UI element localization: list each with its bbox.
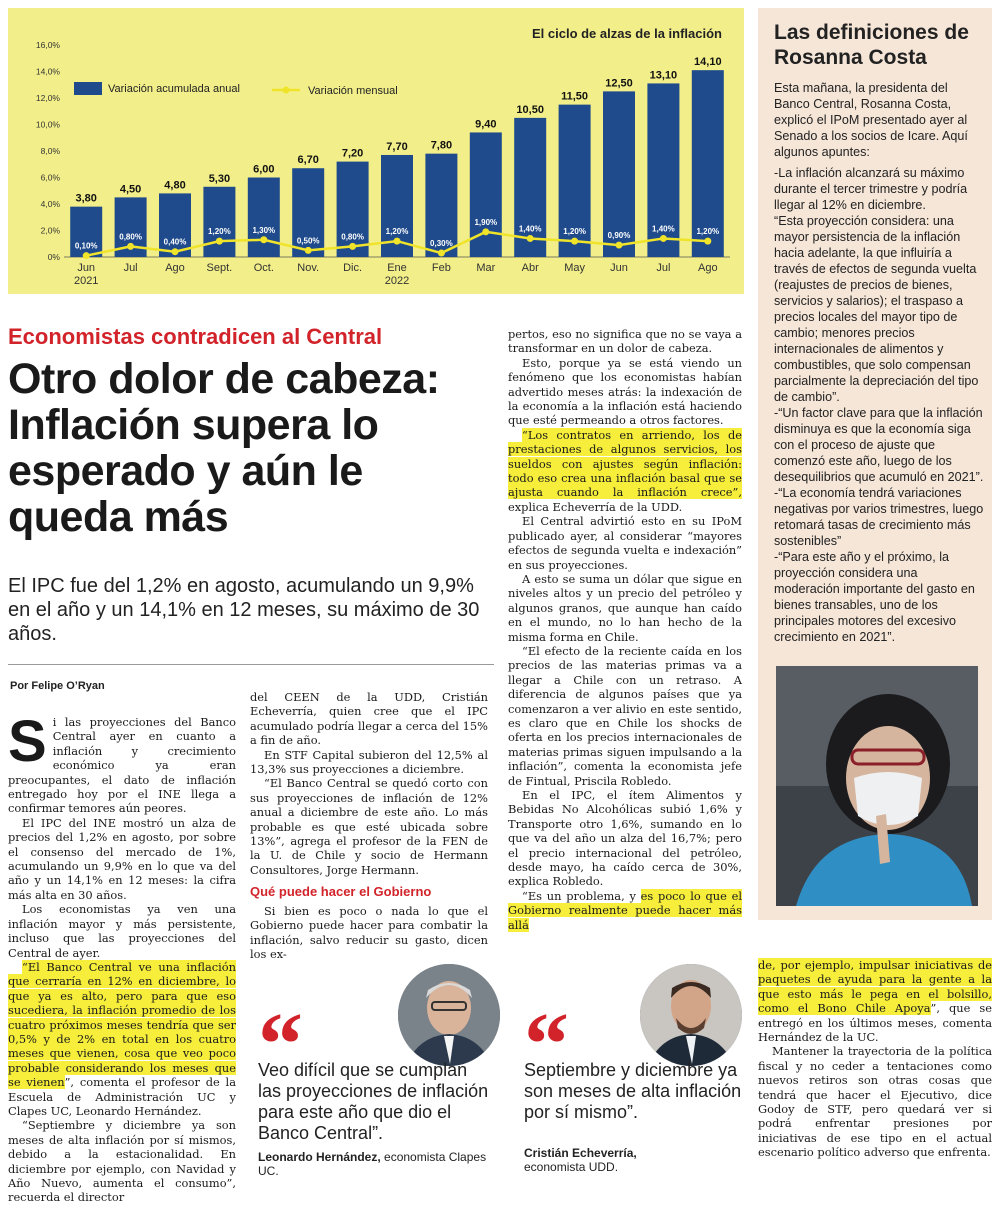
body-column-1 [8,709,236,1205]
portrait-photo [776,666,978,906]
x-tick-label: Dic. [343,262,363,274]
highlighted-quote: de, por ejemplo, impulsar iniciativas de paquetes de ayuda para la gente a la que esto más le pega en el bolsillo, como el Bono Chile Apoya [758,958,992,1016]
y-tick-label: 16,0% [35,40,60,50]
portrait-photo [398,964,500,1066]
line-value-label: 1,30% [252,225,276,235]
bar-value-label: 4,50 [119,183,142,196]
highlighted-quote: es poco lo que el Gobierno realmente puede hacer más allá [508,888,742,932]
sidebar-items [774,165,986,645]
legend-label: Variación acumulada anual [108,83,240,95]
x-tick-label: Jun [77,262,96,274]
x-tick-label: Oct. [253,262,274,274]
line-value-label: 0,50% [296,236,320,246]
bar-value-label: 6,70 [297,154,319,167]
inflation-chart [8,8,744,294]
legend-label: Variación mensual [308,85,398,97]
line-value-label: 0,80% [119,232,142,242]
line-value-label: 1,20% [385,227,409,237]
quote-name: Leonardo Hernández, [258,1150,381,1164]
body-paragraph: Si bien es poco o nada lo que el Gobierno puede hacer para combatir la inflación, salvo reducir su gasto, dicen los ex- [250,903,488,961]
line-point [660,235,667,242]
line-point [305,247,312,254]
y-tick-label: 0% [47,252,60,262]
line-value-label: 1,20% [208,227,231,237]
line-point [216,238,223,245]
byline: Por Felipe O’Ryan [10,680,105,692]
pull-quote: Veo difícil que se cumplan las proyecciones de inflación para este año que dio el Banco Central”. [258,1060,489,1143]
sidebar-item: “Esta proyección considera: una mayor persistencia de la inflación hacia adelante, la que influiría a través de efectos de segunda vuelta (reajustes de precios de bienes, servicios y salarios); el traspaso a precios locales del mayor tipo de cambio; menores precios internacionales de alimentos y combustibles, que solo compensan parcialmente la depreciación del tipo de cambio”. [774,214,979,404]
x-tick-label: Feb [431,262,451,274]
body-paragraph: “El Banco Central se quedó corto con sus proyecciones de inflación de 12% anual a diciembre de este año. Lo más probable es que esté ubicada sobre 13%”, agrega el profesor de la FEN de la U. de Chile y socio de Hermann Consultores, Jorge Hermann. [250,776,488,877]
y-tick-label: 14,0% [35,66,60,77]
line-point [83,252,90,259]
line-value-label: 1,40% [652,224,675,234]
inflation-chart-panel [8,8,744,294]
bar-value-label: 10,50 [516,103,544,116]
pull-quote: Septiembre y diciembre ya son meses de alta inflación por sí mismo”. [524,1060,742,1122]
line-value-label: 1,90% [474,217,498,227]
sidebar-box [758,8,992,920]
body-paragraph: Mantener la trayectoria de la política fiscal y no ceder a tentaciones como nuevos retiros son otras cosas que tendrá que hacer el Ejecutivo, dice Godoy de STF, pero quedará ver si podrá enfrentar presiones por iniciativas de ese tipo en el actual escenario político adverso que enfrenta. [758,1044,992,1160]
line-point [394,238,401,245]
sidebar-title: Las definiciones de Rosanna Costa [774,21,969,69]
line-point [482,228,489,235]
line-value-label: 0,30% [430,239,453,249]
body-paragraph: “Septiembre y diciembre ya son meses de alta inflación por sí mismos, debido a la estacionalidad. En diciembre por ejemplo, con Navidad y Año Nuevo, aumenta el consumo”, recuerda el director [8,1118,236,1205]
y-tick-label: 2,0% [40,225,60,236]
line-point [260,236,267,243]
body-paragraph: En el IPC, el ítem Alimentos y Bebidas No Alcohólicas subió 1,6% y Transporte otro 1,6%, sumando en lo que va del año un alza del 16,7%; pero el precio internacional del petróleo, desde mayo, ha caído cerca de 30%, explica Robledo. [508,788,742,889]
y-tick-label: 10,0% [35,119,60,130]
chart-bar [203,187,235,257]
bar-value-label: 11,50 [561,90,589,103]
legend-swatch-marker [283,87,290,94]
x-tick-label: Jul [123,262,138,274]
highlighted-quote: “El Banco Central ve una inflación que cerraría en 12% en diciembre, lo que ya es alto, pero para que eso sucediera, la inflación promedio de los cuatro próximos meses tendría que ser 0,5% y de 2% en total en los cuatro meses que vienen, cosa que veo poco probable considerando los meses que se vienen [8,959,236,1090]
body-column-4 [758,958,992,1160]
line-value-label: 0,40% [163,237,187,247]
body-column-2 [250,690,488,961]
line-point [704,238,711,245]
x-tick-label: Ago [698,262,718,274]
y-tick-label: 6,0% [40,172,60,183]
bar-value-label: 7,80 [430,139,453,152]
x-tick-label: Jun [610,262,628,274]
body-paragraph: i las proyecciones del Banco Central ayer en cuanto a inflación y crecimiento económico ya eran preocupantes, el dato de inflación entregado hoy por el INE llega a confirmar temores aún peores. [8,715,236,816]
body-paragraph: Los economistas ya ven una inflación mayor y más persistente, incluso que las proyecciones del Central de ayer. [8,902,236,960]
line-point [172,248,179,255]
x-tick-label: 2022 [384,275,410,287]
line-point [127,243,134,250]
bar-value-label: 9,40 [475,118,497,131]
quote-mark: “ [258,995,303,1094]
line-value-label: 1,20% [696,227,720,237]
x-tick-label: Abr [521,262,539,274]
body-paragraph: del CEEN de la UDD, Cristián Echeverría, quien cree que el IPC acumulado podría llegar a cerca del 15% a fin de año. [250,690,488,748]
x-tick-label: Ene [387,262,407,274]
chart-bar [159,193,191,257]
body-paragraph: pertos, eso no significa que no se vaya a transformar en un dolor de cabeza. [508,327,742,356]
x-tick-label: Ago [165,262,185,274]
bar-value-label: 12,50 [605,77,633,90]
bar-value-label: 5,30 [208,172,231,185]
chart-title: El ciclo de alzas de la inflación [531,26,722,41]
headline: Otro dolor de cabeza: Inflación supera lo esperado y aún le queda más [8,355,440,541]
quote-name: Cristián Echeverría, [524,1146,637,1160]
body-text: ”, que se entregó en los últimos meses, comenta Hernández de la UC. [758,1001,992,1045]
drop-cap: S [8,709,47,774]
line-value-label: 0,80% [341,232,364,242]
sidebar-item: -“La economía tendrá variaciones negativas por varios trimestres, luego retomará tasas de crecimiento más sostenibles” [774,486,984,548]
legend-swatch-bar [74,82,102,95]
bar-value-label: 13,10 [649,69,678,82]
quote-mark: “ [524,995,569,1094]
bar-value-label: 6,00 [253,163,275,176]
bar-value-label: 14,10 [694,56,722,69]
x-tick-label: Mar [476,262,496,274]
x-tick-label: 2021 [73,275,99,287]
chart-bar [248,178,280,258]
line-value-label: 1,20% [563,227,586,237]
portrait-photo [640,964,742,1066]
bar-value-label: 4,80 [164,179,186,192]
bar-value-label: 7,70 [386,140,408,153]
y-tick-label: 12,0% [35,93,60,103]
bar-value-label: 3,80 [75,192,97,205]
section-subhead: Qué puede hacer el Gobierno [250,884,432,900]
line-point [438,250,445,257]
body-text: explica Echeverría de la UDD. [508,499,683,514]
quote-attribution [524,1146,754,1174]
line-value-label: 0,90% [607,231,631,241]
highlighted-quote: “Los contratos en arriendo, los de prestaciones de algunos servicios, los sueldos con ajustes según inflación: todo eso crea una inflación basal que se ajusta cuando la inflación crece”, [508,427,742,500]
sidebar-item: -“Un factor clave para que la inflación disminuya es que la economía siga con el proceso de ajuste que comenzó este año, luego de los desequilibrios que acumuló en 2021”. [774,406,984,484]
quote-role: economista Clapes UC. [258,1150,487,1178]
x-tick-label: Jul [656,262,671,274]
line-value-label: 0,10% [74,241,98,251]
body-text: ”, comenta el profesor de la Escuela de Administración UC y Clapes UC, Leonardo Hernández. [8,1075,236,1118]
line-point [616,242,623,249]
line-point [527,235,534,242]
body-paragraph: Esto, porque ya se está viendo un fenómeno que los economistas habían advertido meses atrás: la indexación de la economía a la inflación está haciendo que esté permeando a otros factores. [508,355,742,428]
article-kicker: Economistas contradicen al Central [8,324,383,349]
sidebar-intro: Esta mañana, la presidenta del Banco Central, Rosanna Costa, explicó el IPoM presentado ayer al Senado a los socios de Icare. Aquí algunos apuntes: [774,81,968,159]
x-tick-label: Sept. [206,262,233,274]
sidebar-item: -“Para este año y el próximo, la proyección considera una moderación importante del gasto en bienes transables, uno de los principales motores del excesivo crecimiento en 2021”. [774,550,975,644]
body-column-3 [508,327,742,932]
body-paragraph: El Central advirtió esto en su IPoM publicado ayer, al considerar “mayores efectos de segunda vuelta e indexación” en sus proyecciones. [508,514,742,572]
line-value-label: 1,40% [518,224,542,234]
x-tick-label: Nov. [297,262,320,274]
quote-attribution [258,1150,490,1178]
line-point [571,238,578,245]
body-text: “Es un problema, y [522,888,641,903]
bar-value-label: 7,20 [341,147,364,160]
body-paragraph: “El efecto de la reciente caída en los precios de las materias primas va a llegar a Chile con un retraso. A diferencia de algunos países que ya comenzaron a ver alivio en este sentido, es claro que en Chile los shocks de oferta en los precios internacionales de materias primas siguen impulsando a la inflación”, comenta la economista jefe de Fintual, Priscila Robledo. [508,643,742,788]
y-tick-label: 8,0% [40,146,60,156]
line-point [349,243,356,250]
sidebar-item: -La inflación alcanzará su máximo durante el tercer trimestre y podría llegar al 12% en diciembre. [774,166,968,212]
x-tick-label: May [564,262,585,274]
y-tick-label: 4,0% [40,199,60,209]
body-paragraph: En STF Capital subieron del 12,5% al 13,3% sus proyecciones a diciembre. [250,747,488,777]
body-paragraph: El IPC del INE mostró un alza de precios del 1,2% en agosto, por sobre el consenso del mercado de 1%, acumulando un 9,9% en lo que va del año y un 14,1% en 12 meses: la cifra más alta en 30 años. [8,815,236,902]
lead-paragraph: El IPC fue del 1,2% en agosto, acumulando un 9,9% en el año y un 14,1% en 12 meses, su máximo de 30 años. [8,575,480,645]
body-paragraph: A esto se suma un dólar que sigue en niveles altos y un precio del petróleo y algunos granos, que aunque han caído en el mundo, no lo han hecho de la misma forma en Chile. [508,571,742,644]
divider [8,664,494,665]
chart-bar [337,162,369,257]
quote-role: economista UDD. [524,1160,619,1174]
